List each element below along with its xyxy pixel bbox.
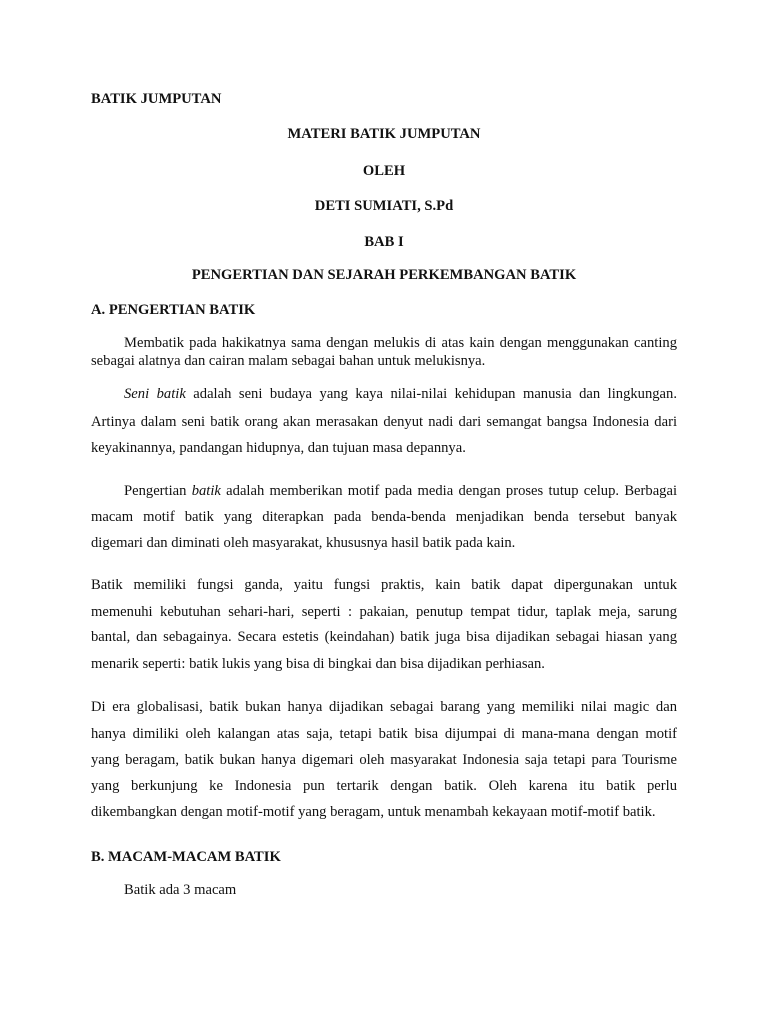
italic-term: batik	[191, 483, 221, 499]
paragraph-text: Pengertian	[124, 483, 192, 499]
chapter-number: BAB I	[364, 234, 404, 250]
paragraph-line: dikembangkan dengan motif-motif yang beragam, untuk menambah kekayaan motif-motif batik.	[91, 804, 656, 820]
section-b-heading: B. MACAM-MACAM BATIK	[91, 849, 281, 865]
paragraph-line	[124, 385, 677, 403]
paragraph-text: adalah memberikan motif pada media dengan proses tutup celup. Berbagai	[220, 483, 677, 499]
paragraph-line: Batik ada 3 macam	[124, 882, 237, 898]
paragraph-line: Membatik pada hakikatnya sama dengan melukis di atas kain dengan menggunakan canting	[124, 335, 677, 351]
italic-term: Seni batik	[124, 386, 186, 402]
document-title: MATERI BATIK JUMPUTAN	[287, 126, 481, 142]
paragraph-line: keyakinannya, pandangan hidupnya, dan tujuan masa depannya.	[91, 440, 466, 456]
paragraph-line: Artinya dalam seni batik orang akan merasakan denyut nadi dari semangat bangsa Indonesia dari	[91, 414, 677, 430]
paragraph-line: yang beragam, batik bukan hanya digemari oleh masyarakat Indonesia saja tetapi para Tourisme	[91, 752, 677, 768]
paragraph-line: yang berkunjung ke Indonesia pun tertarik dengan batik. Oleh karena itu batik perlu	[91, 778, 677, 794]
author-name: DETI SUMIATI, S.Pd	[314, 198, 454, 214]
paragraph-line: bantal, dan sebagainya. Secara estetis (keindahan) batik juga bisa dijadikan sebagai hiasan yang	[91, 629, 677, 645]
paragraph-line: macam motif batik yang diterapkan pada benda-benda menjadikan benda tersebut banyak	[91, 509, 677, 525]
chapter-title: PENGERTIAN DAN SEJARAH PERKEMBANGAN BATIK	[191, 267, 577, 283]
document-label: BATIK JUMPUTAN	[91, 91, 222, 107]
author-by: OLEH	[362, 163, 406, 179]
section-a-heading: A. PENGERTIAN BATIK	[91, 302, 256, 318]
paragraph-line	[124, 482, 677, 500]
paragraph-line: hanya dimiliki oleh kalangan atas saja, tetapi batik bisa dijumpai di mana-mana dengan motif	[91, 726, 677, 742]
paragraph-line: memenuhi kebutuhan sehari-hari, seperti : pakaian, penutup tempat tidur, taplak meja, sarung	[91, 604, 677, 620]
paragraph-line: Batik memiliki fungsi ganda, yaitu fungsi praktis, kain batik dapat dipergunakan untuk	[91, 577, 677, 593]
paragraph-line: digemari dan diminati oleh masyarakat, khususnya hasil batik pada kain.	[91, 535, 516, 551]
paragraph-line: sebagai alatnya dan cairan malam sebagai bahan untuk melukisnya.	[91, 353, 486, 369]
paragraph-line: menarik seperti: batik lukis yang bisa di bingkai dan bisa dijadikan perhiasan.	[91, 656, 545, 672]
document-body	[91, 0, 677, 1024]
paragraph-line: Di era globalisasi, batik bukan hanya dijadikan sebagai barang yang memiliki nilai magic dan	[91, 699, 677, 715]
paragraph-text: adalah seni budaya yang kaya nilai-nilai kehidupan manusia dan lingkungan.	[185, 386, 677, 402]
